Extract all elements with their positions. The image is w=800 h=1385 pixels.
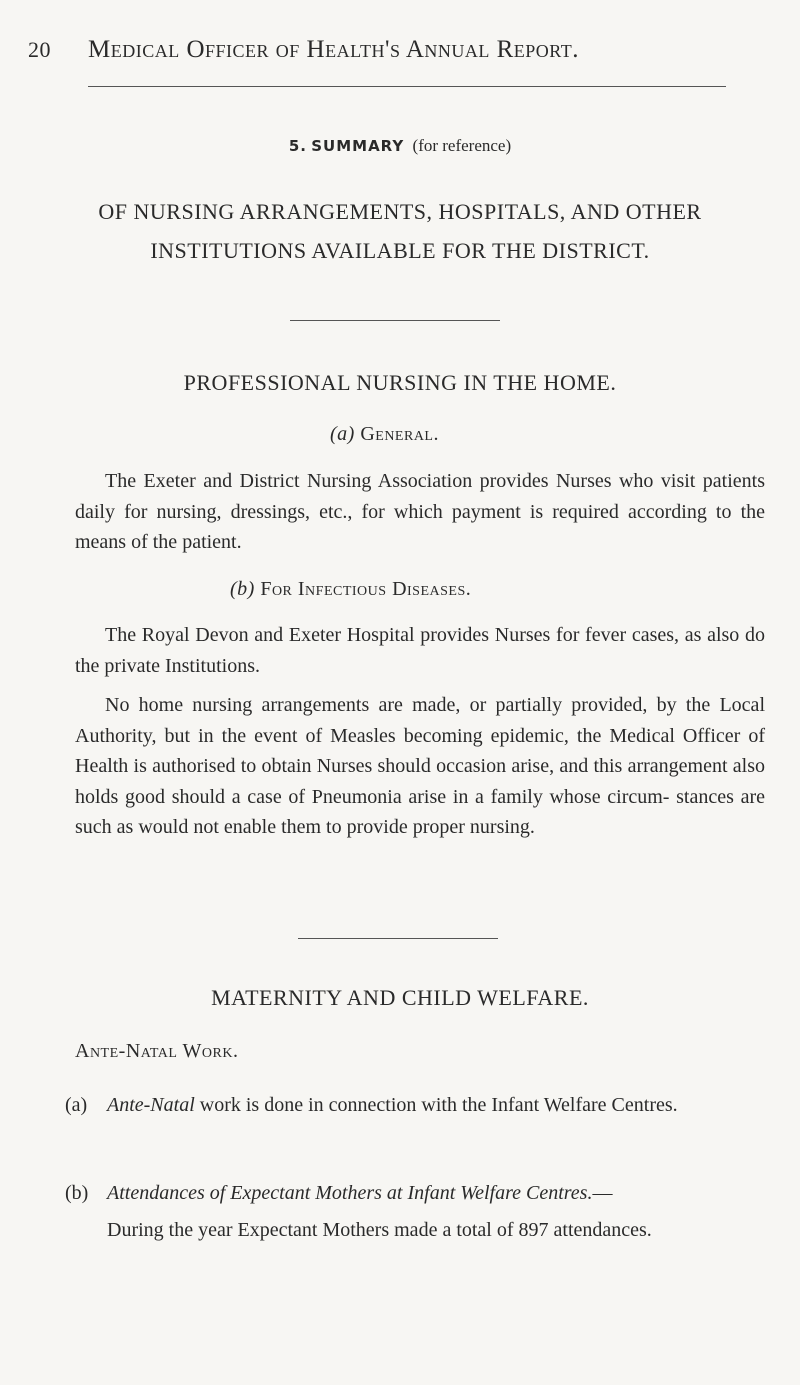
item-a-text: work is done in connection with the Infant Welfare Centres.	[194, 1094, 678, 1116]
item-a	[65, 1090, 765, 1121]
general-paragraph: The Exeter and District Nursing Association provides Nurses who visit patients daily for nursing, dressings, etc., for which payment is required according to the means of the patient.	[75, 470, 765, 553]
section-divider	[298, 938, 498, 939]
general-title: General.	[360, 423, 439, 445]
infectious-title: For Infectious Diseases.	[260, 578, 472, 600]
header-rule	[88, 86, 726, 87]
page-title: OF NURSING ARRANGEMENTS, HOSPITALS, AND OTHER INSTITUTIONS AVAILABLE FOR THE DISTRICT.	[98, 199, 702, 263]
infectious-paragraph-2: No home nursing arrangements are made, or partially provided, by the Local Authority, but in the event of Measles becoming epidemic, the Medical Officer of Health is authorised to obtain Nurses should occasion arise, and this arrangement also holds good should a case of Pneumonia arise in a family whose circum- stances are such as would not enable them to provide proper nursing.	[75, 694, 765, 838]
item-a-italic: Ante-Natal	[107, 1094, 195, 1116]
nursing-heading: PROFESSIONAL NURSING IN THE HOME.	[183, 370, 617, 395]
summary-note: (for reference)	[412, 136, 512, 155]
summary-word: SUMMARY	[311, 137, 405, 155]
running-title: Medical Officer of Health's Annual Report.	[88, 36, 579, 63]
infectious-paragraph-1: The Royal Devon and Exeter Hospital provides Nurses for fever cases, as also do the private Institutions.	[75, 624, 765, 677]
summary-number: 5.	[288, 137, 307, 155]
item-b-italic: Attendances of Expectant Mothers at Infant Welfare Centres.	[107, 1182, 593, 1204]
maternity-heading: MATERNITY AND CHILD WELFARE.	[211, 985, 589, 1010]
title-divider	[290, 320, 500, 321]
infectious-subheading	[230, 578, 471, 601]
item-b-mark: (b)	[65, 1182, 89, 1204]
running-header	[28, 36, 778, 64]
item-b	[65, 1178, 765, 1245]
item-b-dash: —	[592, 1182, 613, 1204]
item-b-text: During the year Expectant Mothers made a total of 897 attendances.	[107, 1218, 652, 1241]
ante-natal-subheading: Ante-Natal Work.	[75, 1040, 239, 1062]
item-a-mark: (a)	[65, 1094, 88, 1116]
general-subheading	[330, 423, 439, 446]
general-label: (a)	[330, 423, 355, 445]
summary-line	[0, 136, 800, 156]
infectious-label: (b)	[230, 578, 255, 600]
page-number: 20	[28, 37, 51, 62]
